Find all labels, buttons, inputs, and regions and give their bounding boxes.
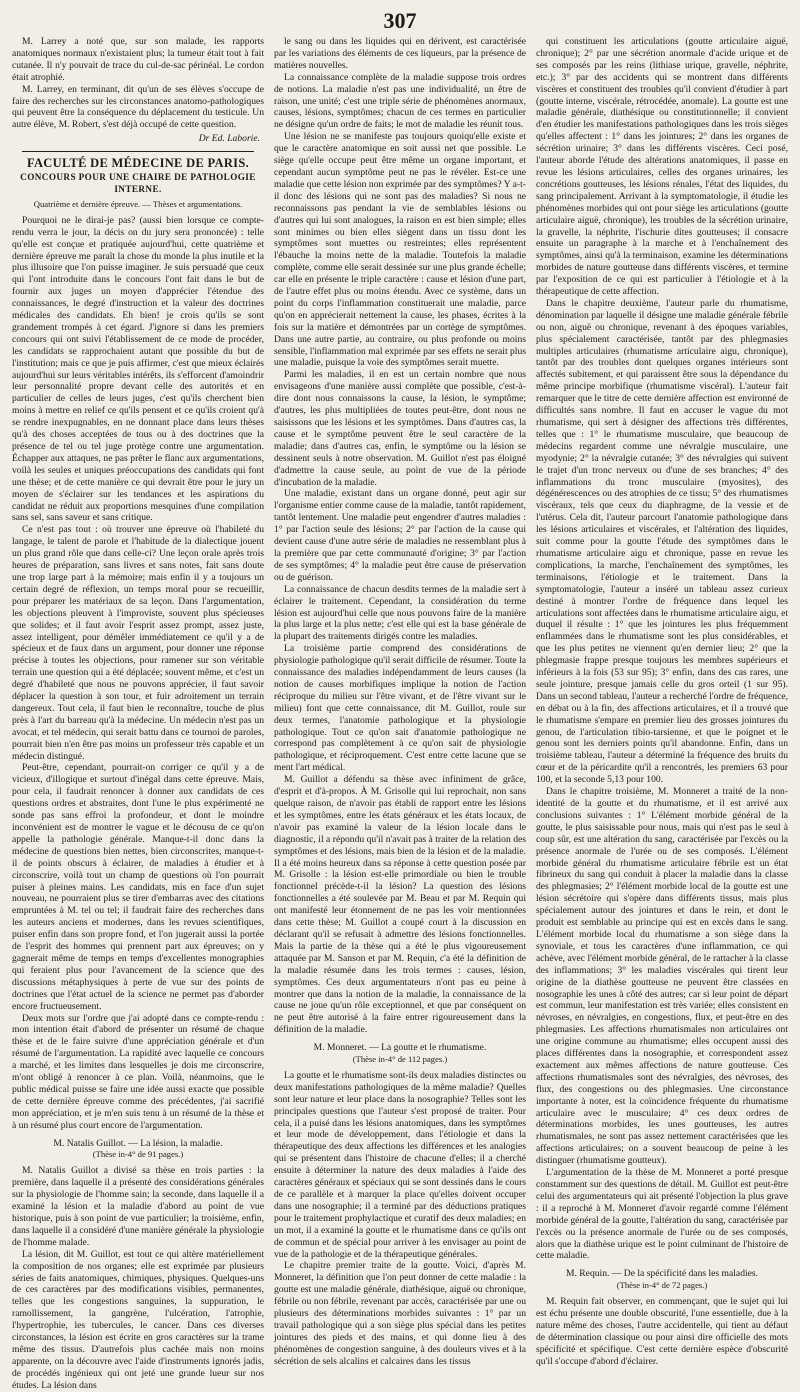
article-heading: M. Requin. — De la spécificité dans les maladies. (565, 1268, 759, 1280)
page-number: 307 (383, 8, 417, 33)
paragraph: Le chapitre premier traite de la goutte. Voici, d'après M. Monneret, la définition que l'on peut donner de cette maladie : la goutte est une maladie générale, diathésique, aiguë ou chronique, fébrile ou non fébrile, revenant par accès, caractérisée par une ou plusieurs des déterminations morbides suivantes : 1° par un travail pathologique qui a son siège plus spécial dans les petites jointures des pieds et des mains, et qui donne lieu à des phénomènes de congestion sanguine, à des douleurs vives et à la sécrétion de sels alcalins et calcaires dans les tissus (274, 1260, 526, 1367)
paragraph: L'argumentation de la thèse de M. Monneret a porté presque constamment sur des questions de détail. M. Guillot est peut-être celui des argumentateurs qui ait présenté l'objection la plus grave : il a reproché à M. Monneret d'avoir regardé comme l'élément morbide général de la goutte, l'altération du sang, caractérisée par l'excès ou la présence anormale de l'urée ou de ses composés, alors que la diathèse urique est le point culminant de l'histoire de cette maladie. (536, 1167, 788, 1262)
section-subtitle: CONCOURS POUR UNE CHAIRE DE PATHOLOGIE INTERNE. (20, 172, 256, 194)
paragraph: Une maladie, existant dans un organe donné, peut agir sur l'organisme entier comme cause de la maladie, tantôt rapidement, tantôt lentement. Une maladie peut engendrer d'autres maladies : 1° par l'action seule des lésions; 2° par l'action de la cause qui devient cause d'une autre série de maladies ne ressemblant plus à la première que par cette communauté d'origine; 3° par l'action de ses symptômes; 4° la maladie peut être cause de préservation ou de guérison. (274, 488, 526, 583)
paragraph: La connaissance de chacun desdits termes de la maladie sert à éclairer le traitement. Cependant, la considération du terme lésion est aujourd'hui celle que nous pouvons faire de la manière la plus large et la plus nette; c'est elle qui est la base générale de la plupart des traitements dirigés contre les maladies. (274, 583, 526, 643)
paragraph: M. Guillot a défendu sa thèse avec infiniment de grâce, d'esprit et d'à-propos. À M. Grisolle qui lui reprochait, non sans quelque raison, de n'avoir pas établi de rapport entre les lésions et les symptômes, entre les états généraux et les états locaux, de n'avoir pas examiné la valeur de la lésion locale dans le diagnostic, il a répondu qu'il n'avait pas à traiter de la relation des symptômes et des lésions, mais bien de la lésion et de la maladie. Il a été moins heureux dans sa réponse à cette question posée par M. Grisolle : la lésion est-elle primordiale ou bien le trouble fonctionnel précède-t-il la lésion? La question des lésions fonctionnelles a été soulevée par M. Beau et par M. Requin qui ont manifesté leur étonnement de ne pas les voir mentionnées dans cette thèse; M. Guillot a coupé court à la discussion en déclarant qu'il se refusait à admettre des lésions fonctionnelles. Mais la partie de la thèse qui a été le plus vigoureusement attaquée par M. Sanson et par M. Requin, c'a été la définition de la maladie résumée dans les trois termes : causes, lésion, symptômes. Ces deux argumentateurs n'ont pas eu peine à montrer que dans la notion de la maladie, la connaissance de la cause ne joue qu'un rôle exceptionnel, et que par conséquent on ne peut être autorisé à la faire entrer rigoureusement dans la définition de la maladie. (274, 774, 526, 1036)
paragraph: M. Natalis Guillot a divisé sa thèse en trois parties : la première, dans laquelle il a présenté des considérations générales sur la physiologie de l'homme sain; la seconde, dans laquelle il a examiné la lésion et la maladie d'abord au point de vue historique, puis à son point de vue particulier; la troisième, enfin, dans laquelle il a considéré d'une manière générale la physiologie de l'homme malade. (12, 1165, 264, 1248)
paragraph: Peut-être, cependant, pourrait-on corriger ce qu'il y a de vicieux, d'illogique et surtout d'inégal dans cette épreuve. Mais, pour cela, il faudrait renoncer à donner aux candidats de ces questions ordres et abstraites, dont l'une le plus expérimenté ne sonde pas sans effroi la profondeur, et dont le moindre inconvénient est de montrer le vague et le décousu de ce qu'on appelle la pathologie générale. Manque-t-il donc dans la médecine de questions bien nettes, bien circonscrites, manque-t-il de points obscurs à éclairer, de maladies à étudier et à circonscrire, voilà tout un champ de questions où l'on pourrait puiser à pleines mains. Les candidats, mis en face d'un sujet nouveau, ne pourraient plus se tirer d'embarras avec des citations empruntées à M. tel ou tel; il faudrait faire des recherches dans les auteurs anciens et modernes, dans les revues scientifiques, puiser enfin dans son propre fond, et l'on jugerait aussi la portée de l'esprit des hommes qui prennent part aux épreuves; on y gagnerait même de temps en temps d'excellentes monographies qui feraient plus pour l'avancement de la science que des discussions métaphysiques à perte de vue sur des points de doctrines que l'état actuel de la science ne permet pas d'aborder encore fructueusement. (12, 762, 264, 1012)
column-left (12, 36, 264, 1391)
section-subheading: Quatrième et dernière épreuve. — Thèses et argumentations. (33, 198, 243, 209)
article-note: (Thèse in-4° de 72 pages.) (616, 1280, 708, 1291)
article-heading: M. Natalis Guillot. — La lésion, la maladie. (53, 1137, 223, 1149)
paragraph: qui constituent les articulations (goutte articulaire aiguë, chronique); 2° par une sécrétion anormale d'acide urique et de ses composés par les reins (lithiase urique, gravelle, néphrite, etc.); 3° par des accidents qui se montrent dans différents viscères et constituent des troubles qu'il convient d'étudier à part (goutte interne, viscérale, rétrocédée, anomale). La goutte est une maladie générale, diathésique ou constitutionnelle; il convient d'en étudier les manifestations pathologiques dans les trois sièges qu'elles affectent : 1° dans les jointures; 2° dans les organes de sécrétion urinaire; 3° dans les différents viscères. Ceci posé, l'auteur aborde l'étude des altérations anatomiques, il passe en revue les lésions articulaires, celles des organes urinaires, les concrétions goutteuses, les lésions rénales, l'état des liquides, du sang principalement. Arrivant à la symptomatologie, il étudie les phénomènes morbides qui ont pour siège les articulations (goutte articulaire aiguë, chronique), les troubles de la sécrétion urinaire, la gravelle, la néphrite, l'ischurie dites goutteuses; il consacre ensuite un paragraphe à la marche et à l'enchaînement des symptômes, ainsi qu'à la terminaison, examine les déterminations morbides de nature goutteuse dans différents viscères, et termine par l'exposition de ce qui est particulier à l'étiologie et à la thérapeutique de cette affection. (536, 36, 788, 298)
column-middle (274, 36, 527, 1367)
paragraph: Dans le chapitre troisième, M. Monneret a traité de la non-identité de la goutte et du rhumatisme, et il est arrivé aux conclusions suivantes : 1° L'élément morbide général de la goutte, le plus saisissable pour nous, mais qui n'est pas le seul à coup sûr, est une altération du sang, caractérisée par l'excès ou la présence anormale de l'urée ou de ses composés. L'élément morbide général du rhumatisme articulaire fébrile est un état fibrineux du sang qui conduit à placer la maladie dans la classe des phlegmasies; 2° l'élément morbide local de la goutte est une lésion sécrétoire qui s'opère dans différents tissus, mais plus spécialement autour des jointures et dans le rein, et dont le produit est semblable au principe qui est en excès dans le sang. L'élément morbide local du rhumatisme a son siège dans la synoviale, et tous les caractères d'une inflammation, ce qui achève, avec l'élément morbide général, de le rattacher à la classe des inflammations; 3° les maladies viscérales qui tirent leur origine de la diathèse goutteuse ne peuvent être classées en nosographie les unes à côté des autres; car si leur point de départ est commun, leur manifestation est très variée; elles consistent en névroses, en névralgies, en congestions, flux, et peut-être en des phlegmasies. Les affections rhumatismales non articulaires ont une origine commune au rhumatisme; elles occupent aussi des places différentes dans la nosographie, et correspondent assez exactement aux mêmes affections de nature goutteuse. Ces affections rhumatismales sont des névralgies, des névroses, des flux, des congestions ou des phlegmasies. Une circonstance importante à noter, est la coïncidence fréquente du rhumatisme articulaire avec le musculaire; 4° ces deux ordres de déterminations morbides, les unes goutteuses, les autres rhumatismales, ne sont pas assez nettement caractérisées que les affections articulaires; on a souvent beaucoup de peine à les distinguer (rhumatisme goutteux). (536, 786, 788, 1167)
paragraph: La lésion, dit M. Guillot, est tout ce qui altère matériellement la composition de nos organes; elle est exprimée par plusieurs séries de faits anatomiques, chimiques, physiques. Quelques-uns de ces caractères par des modifications visibles, permanentes, telles que les congestions sanguines, la suppuration, le ramollissement, la gangrène, l'ulcération, l'atrophie, l'hypertrophie, les tubercules, le cancer. Dans ces diverses circonstances, la lésion est écrite en gros caractères sur la trame même des tissus. D'autrefois plus cachée mais non moins apparente, on la découvre avec l'aide d'instruments ignorés jadis, de procédés ingénieux qui ont jeté une grande lueur sur nos études. La lésion dans (12, 1248, 264, 1391)
section-title: FACULTÉ DE MÉDECINE DE PARIS. (26, 156, 250, 171)
paragraph: le sang ou dans les liquides qui en dérivent, est caractérisée par les variations des éléments de ces liqueurs, par la présence de matières nouvelles. (274, 36, 526, 71)
paragraph: La connaissance complète de la maladie suppose trois ordres de notions. La maladie n'est pas une individualité, un être de raison, une unité; c'est une triple série de phénomènes anormaux, causes, lésions, symptômes; chacun de ces termes en particulier ne désigne qu'un ordre de faits; le mot de maladie les réunit tous. (274, 71, 526, 131)
paragraph: La goutte et le rhumatisme sont-ils deux maladies distinctes ou deux manifestations pathologiques de la même maladie? Quelles sont leur nature et leur place dans la nosographie? Telles sont les principales questions que l'auteur s'est proposé de traiter. Pour cela, il a puisé dans les lésions anatomiques, dans les symptômes et leur mode de développement, dans l'étiologie et dans la thérapeutique des deux affections les différences et les analogies qui se présentent dans l'histoire de chacune d'elles; il a cherché ensuite à déterminer la nature des deux maladies à l'aide des caractères généraux et spéciaux qui se sont dessinés dans le cours de ce parallèle et à marquer la place qu'elles doivent occuper dans une nosographie; il a terminé par des déductions pratiques pour le traitement prophylactique et curatif des deux maladies; en un mot, il a examiné la goutte et le rhumatisme dans ce qu'ils ont de commun et de spécial pour arriver à les envisager au point de vue de la pathologie et de la thérapeutique générales. (274, 1069, 526, 1260)
paragraph: Pourquoi ne le dirai-je pas? (aussi bien lorsque ce compte-rendu verra le jour, la décis on du jury sera prononcée) : telle qu'elle est conçue et pratiquée aujourd'hui, cette quatrième et dernière épreuve me paraît la chose du monde la plus inutile et la plus illusoire que l'on puisse imaginer. Je suis persuadé que ceux qui l'ont introduite dans le concours l'ont fait dans le but de fournir aux juges un moyen d'apprécier l'étendue des connaissances, le degré d'instruction et la valeur des doctrines médicales des candidats. Eh bien! je crois qu'ils se sont grandement trompés à cet égard. J'ignore si dans les premiers concours qui ont suivi l'établissement de ce mode de procéder, les candidats se rapprochaient autant que possible du but de l'institution; mais ce que je puis affirmer, c'est que mieux éclairés aujourd'hui sur leurs véritables intérêts, ils s'efforcent d'amoindrir leur personnalité propre devant celle des autorités et en particulier de celles de leurs juges, c'est qu'ils cherchent bien moins à mettre en relief ce qu'ils pensent et ce qu'ils croient qu'à se rendre inexpugnables, en ne donnant place dans leurs thèses qu'à des choses acceptées de tous ou à des doctrines que la présence de tel ou tel juge protège contre une argumentation. Échapper aux attaques, ne pas prêter le flanc aux argumentations, voilà les seules et uniques préoccupations des candidats qui font une thèse; et de cette manière ce qui devrait être pour le jury un moyen de s'éclairer sur les tendances et les aspirations du candidat ne réduit aux proportions mesquines d'une compilation sans sel, sans saveur et sans critique. (12, 214, 264, 524)
paragraph: M. Larrey a noté que, sur son malade, les rapports anatomiques normaux n'existaient plus; la tumeur était tout à fait cutanée. Il n'y pouvait de trace du cul-de-sac périnéal. Le cordon était atrophié. (12, 36, 264, 83)
paragraph: La troisième partie comprend des considérations de physiologie pathologique qu'il serait difficile de résumer. Toute la connaissance des maladies indépendamment de leurs causes (la notion de causes morbifiques implique la notion de l'action réciproque du milieu sur l'être vivant, et de l'être vivant sur le milieu) font que cette connaissance, dit M. Guillot, roule sur deux termes, l'anatomie pathologique et la physiologie pathologique. Tout ce qu'on sait d'anatomie pathologique ne correspond pas complètement à ce qu'on sait de physiologie pathologique, et réciproquement. C'est entre cette lacune que se ment l'art médical. (274, 643, 526, 774)
paragraph: M. Larrey, en terminant, dit qu'un de ses élèves s'occupe de faire des recherches sur les circonstances anatomo-pathologiques qui peuvent être la conséquence du déplacement du testicule. Un autre élève, M. Robert, s'est déjà occupé de cette question. (12, 83, 264, 131)
text-columns (12, 36, 788, 1391)
paragraph: M. Requin fait observer, en commençant, que le sujet qui lui est échu présente une double obscurité, l'une essentielle, due à la nature même des choses, l'autre accidentelle, qui tient au défaut de détermination classique ou pour ainsi dire officielle des mots spécificité et spécifique. C'est cette dernière espèce d'obscurité qu'il s'occupe d'abord d'éclairer. (536, 1296, 788, 1367)
author-signature: Dr Ed. Laborie. (198, 133, 260, 145)
article-heading: M. Monneret. — La goutte et le rhumatisme. (313, 1042, 487, 1054)
article-note: (Thèse in-4° de 112 pages.) (352, 1054, 448, 1065)
paragraph: Ce n'est pas tout : où trouver une épreuve où l'habileté du langage, le talent de parole et l'habitude de la dialectique jouent un plus grand rôle que dans celle-ci? Une leçon orale après trois heures de préparation, sans livres et sans notes, fait sans doute une trop large part à la mémoire; mais enfin il y a toujours un certain degré de réflexion, un temps moral pour se recueillir, pour préparer les matériaux de sa leçon. Dans l'argumentation, les objections pleuvent à l'improviste, souvent plus spécieuses que solides; et il faut avoir l'esprit assez prompt, assez juste, assez intelligent, pour démêler immédiatement ce qu'il y a de spécieux et de faux dans un argument, pour donner une réponse précise à toutes les objections, pour ramener sur son véritable terrain une question qui a été déplacée; souvent même, et c'est un degré d'habileté que nous ne pouvons apprécier, il faut savoir déplacer la question à son tour, et fuir adroitement un terrain dangereux. Tout cela, il faut bien le reconnaître, touche de plus près à l'art du barreau qu'à la médecine. Un médecin n'est pas un avocat, et tel médecin, qui serait battu dans ce tournoi de paroles, pourrait bien n'en être pas moins un professeur très capable et un médecin distingué. (12, 524, 264, 762)
paragraph: Dans le chapitre deuxième, l'auteur parle du rhumatisme, dénomination par laquelle il désigne une maladie générale fébrile ou non, aiguë ou chronique, revenant à des époques variables, plus spécialement caractérisée, tantôt par des phlegmasies multiples articulaires (rhumatisme articulaire aigu, chronique), tantôt par des troubles dont quelques organes intérieurs sont affectés subitement, et qui paraissent être sous la dépendance du même principe morbifique (rhumatisme viscéral). L'auteur fait remarquer que le titre de cette dernière affection est environné de difficultés sans nombre. Il faut en accuser le vague du mot rhumatisme, qui sert à désigner des affections très différentes, telles que : 1° le rhumatisme musculaire, que beaucoup de médecins regardent comme une névralgie musculaire, une myodynie; 2° la névralgie cutanée; 3° des névralgies qui suivent le trajet d'un tronc nerveux ou d'une de ses branches; 4° des inflammations du tronc musculaire (myosites), des dégénérescences ou des atrophies de ce tissu; 5° des rhumatismes viscéraux, tels que ceux du diaphragme, de la vessie et de l'utérus. Cela dit, l'auteur parcourt l'anatomie pathologique dans les lésions articulaires et viscérales, et l'altération des liquides, suit comme pour la goutte l'étude des symptômes dans le rhumatisme articulaire aigu et chronique, passe en revue les complications, la marche, l'enchaînement des symptômes, les terminaisons, l'étiologie et le traitement. Dans la symptomatologie, l'auteur a inséré un tableau assez curieux destiné à montrer l'ordre de fréquence dans lequel les articulations sont affectées dans le rhumatisme articulaire aigu, et duquel il résulte : 1° que les jointures les plus fréquemment enflammées dans le rhumatisme sont les plus considérables, et que les plus petites ne viennent qu'en dernier lieu; 2° que la phlegmasie frappe presque toujours les membres supérieurs et inférieurs à la fois (53 sur 95); 3° enfin, dans des cas rares, une seule jointure, presque jamais celle du gros orteil (1 sur 95). Dans un second tableau, l'auteur a recherché l'ordre de fréquence, en débat ou à la fin, des affections articulaires, et il a trouvé que le rhumatisme s'empare en premier lieu des grosses jointures du genou, de l'articulation tibio-tarsienne, et que le poignet et le genou sont les derniers points qu'il abandonne. Enfin, dans un troisième tableau, l'auteur a déterminé la fréquence des bruits du cœur et de la péricardite qu'il a rencontrés, les premiers 63 pour 100, et la seconde 5,13 pour 100. (536, 297, 788, 786)
paragraph: Deux mots sur l'ordre que j'ai adopté dans ce compte-rendu : mon intention était d'abord de présenter un résumé de chaque thèse et de le faire suivre d'une appréciation générale et d'un résumé de l'argumentation. La rapidité avec laquelle ce concours a marché, et les limites dans lesquelles je dois me circonscrire, m'ont obligé à renoncer à ce plan. Voilà, néanmoins, que le public médical puisse se faire une idée aussi exacte que possible de cette dernière épreuve comme des précédentes, j'ai sacrifié mon appréciation, et je m'en suis tenu à un résumé de la thèse et à un résumé plus court encore de l'argumentation. (12, 1012, 264, 1131)
column-right (536, 36, 788, 1367)
paragraph: Une lésion ne se manifeste pas toujours quoiqu'elle existe et que le caractère anatomique en soit aussi net que possible. Le siège qu'elle occupe peut être même un organe important, et cependant aucun symptôme peut ne pas le révéler. Est-ce une maladie que cette lésion non exprimée par des symptômes? Y a-t-il donc des lésions qui ne sont pas des maladies? Si nous ne reconnaissons pas pendant la vie de semblables lésions ou d'autres qui lui sont analogues, la raison en est bien simple; elles sont minimes ou bien elles siègent dans un tissu dont les symptômes sont muettes ou restreintes; elles représentent l'ébauche la moins nette de la maladie. Toutefois la maladie complète, comme elle serait dessinée sur une plus grande échelle; car elle en présente le triple caractère : cause et lésion d'une part, de l'autre effet plus ou moins étendu. Avec ce système, dans un point du corps l'inflammation constituerait une maladie, parce qu'on en apprécierait nettement la cause, les phases, écrites à la fois sur la matière et démontrées par un cortège de symptômes. Dans une autre partie, au contraire, ou plus profonde ou moins sensible, l'inflammation mal exprimée par ses effets ne serait plus une maladie, puisque la voie des symptômes serait muette. (274, 131, 527, 369)
section-divider (22, 151, 254, 152)
article-note: (Thèse in-4° de 91 pages.) (92, 1149, 184, 1160)
paragraph: Parmi les maladies, il en est un certain nombre que nous envisageons d'une manière aussi complète que possible, c'est-à-dire dont nous connaissons la cause, la lésion, le symptôme; d'autres, les plus multipliées de toutes peut-être, dont nous ne saisissons que les lésions et les symptômes. Dans d'autres cas, la cause et le symptôme peuvent être le seul caractère de la maladie; dans d'autres cas, enfin, le symptôme ou la lésion se dessinent seuls à notre observation. M. Guillot n'est pas éloigné d'admettre la cause seule, au point de vue de la période d'incubation de la maladie. (274, 369, 526, 488)
